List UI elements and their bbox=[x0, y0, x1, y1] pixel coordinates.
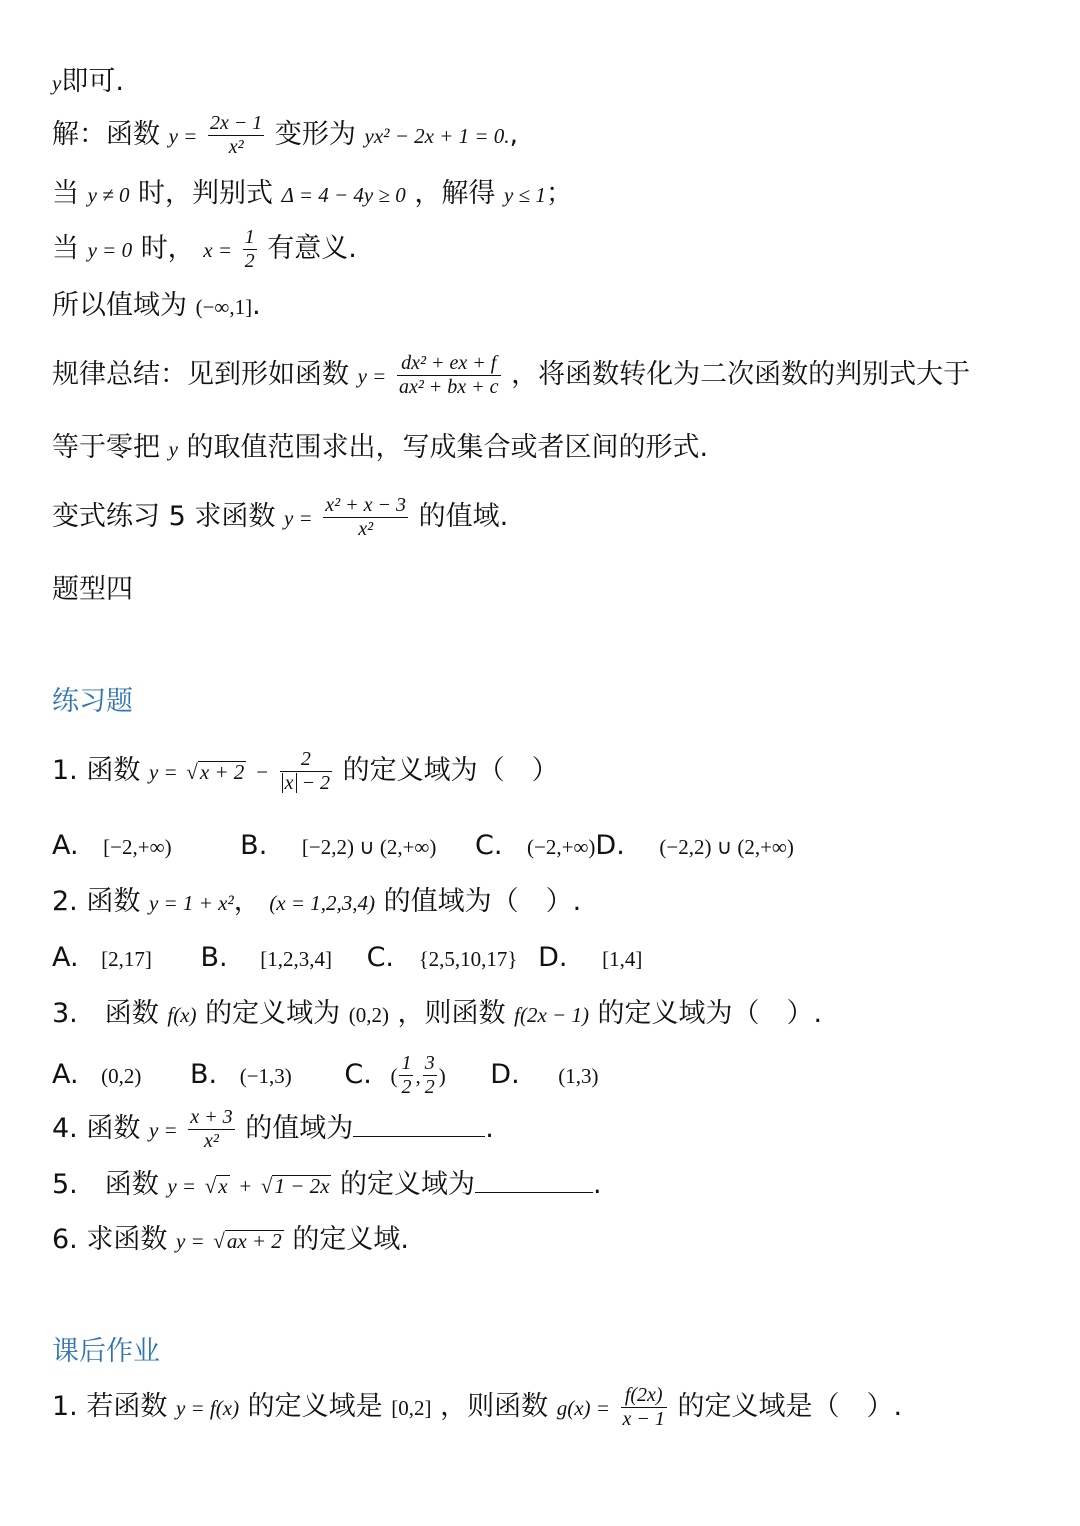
exercise-q2-options: A. [2,17] B. [1,2,3,4] C. {2,5,10,17} D. [1,4] bbox=[52, 942, 643, 973]
question-type-4: 题型四 bbox=[52, 574, 133, 605]
fraction: $\frac{f(2x)}{x - 1}$ bbox=[622, 1384, 665, 1430]
fraction: $\frac{\text{x² + x − 3}}{\text{x²}}$ bbox=[325, 494, 407, 540]
exercise-q1-options: A. [−2,+∞) B. [−2,2) ∪ (2,+∞) C. (−2,+∞)D. (−2,2) ∪ (2,+∞) bbox=[52, 830, 794, 861]
fraction: $\frac{1}{2}$ bbox=[401, 1052, 412, 1098]
fraction: $\frac{3}{2}$ bbox=[424, 1052, 435, 1098]
exercise-q3: 3. 函数 f(x) 的定义域为 (0,2) ，则函数 f(2x − 1) 的定义域为（ ）. bbox=[52, 998, 823, 1029]
fraction: $\frac{\text{dx² + ex + f}}{\text{ax² + bx + c}}$ bbox=[398, 352, 499, 398]
exercise-q1: 1. 函数 y = √x + 2 − $\frac{2}{x - 2}$ 的定义域为（ ） bbox=[52, 748, 559, 794]
exercise-q2: 2. 函数 y = 1 + x²， (x = 1,2,3,4) 的值域为（ ）. bbox=[52, 886, 582, 917]
fraction: $\frac{2x - 1}{\text{x²}}$ bbox=[209, 112, 263, 158]
exercise-q3-options: A. (0,2) B. (−1,3) C. ( $\frac{1}{2}$ , $\frac{3}{2}$ ) D. (1,3) bbox=[52, 1052, 599, 1098]
homework-heading: 课后作业 bbox=[52, 1336, 160, 1367]
homework-q1: 1. 若函数 y = f(x) 的定义域是 [0,2] ，则函数 g(x) = $\frac{f(2x)}{x - 1}$ 的定义域是（ ）. bbox=[52, 1384, 903, 1430]
line-y-ok: y即可. bbox=[52, 66, 124, 97]
answer-blank bbox=[353, 1114, 485, 1137]
variant-exercise-5: 变式练习 5 求函数 y = $\frac{\text{x² + x − 3}}{\text{x²}}$ 的值域. bbox=[52, 494, 509, 540]
fraction: $\frac{x + 3}{\text{x²}}$ bbox=[190, 1106, 233, 1152]
discriminant-line: 当 y ≠ 0 时，判别式 Δ = 4 − 4y ≥ 0 ，解得 y ≤ 1； bbox=[52, 178, 573, 209]
range-line: 所以值域为 (−∞,1]. bbox=[52, 290, 261, 321]
exercise-q5: 5. 函数 y = √x + √1 − 2x 的定义域为 . bbox=[52, 1169, 602, 1200]
answer-blank bbox=[475, 1170, 593, 1193]
exercise-q6: 6. 求函数 y = √ax + 2 的定义域. bbox=[52, 1224, 409, 1255]
fraction: $\frac{1}{2}$ bbox=[244, 226, 255, 272]
exercise-q4: 4. 函数 y = $\frac{x + 3}{\text{x²}}$ 的值域为 . bbox=[52, 1106, 494, 1152]
exercise-heading: 练习题 bbox=[52, 686, 133, 717]
rule-summary-line: 规律总结：见到形如函数 y = $\frac{\text{dx² + ex + f}}{\text{ax² + bx + c}}$ ，将函数转化为二次函数的判别式大于 bbox=[52, 352, 971, 398]
zero-case-line: 当 y = 0 时， x = $\frac{1}{2}$ 有意义. bbox=[52, 226, 357, 272]
rule-summary-line-2: 等于零把 y 的取值范围求出，写成集合或者区间的形式. bbox=[52, 432, 709, 463]
solution-line: 解：函数 y = $\frac{2x - 1}{\text{x²}}$ 变形为 yx² − 2x + 1 = 0., bbox=[52, 112, 519, 158]
fraction: $\frac{2}{x - 2}$ bbox=[280, 748, 332, 795]
